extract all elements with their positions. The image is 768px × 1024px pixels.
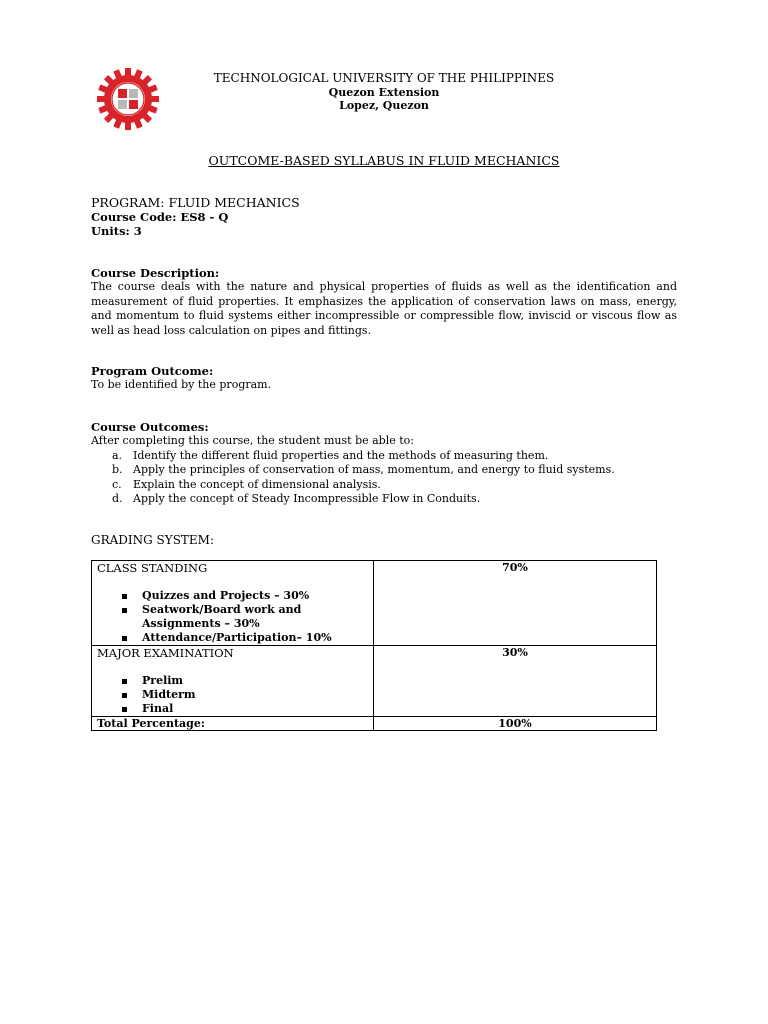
list-item: Attendance/Participation– 10% — [97, 631, 368, 645]
program-line: PROGRAM: FLUID MECHANICS — [91, 195, 300, 210]
class-standing-percent: 70% — [374, 561, 657, 646]
list-item: a. Identify the different fluid properties and the methods of measuring them. — [112, 448, 549, 462]
course-outcomes-section — [91, 420, 677, 507]
course-units: Units: 3 — [91, 224, 142, 238]
program-outcome-section — [91, 364, 677, 393]
list-item: d. Apply the concept of Steady Incompressible Flow in Conduits. — [112, 492, 481, 505]
table-row — [92, 646, 657, 717]
campus-location: Lopez, Quezon — [339, 99, 429, 112]
list-item: Midterm — [97, 688, 368, 702]
list-item: Seatwork/Board work and Assignments – 30% — [97, 603, 368, 631]
total-percentage-value: 100% — [374, 717, 657, 731]
table-row — [92, 561, 657, 646]
major-exam-percent: 30% — [374, 646, 657, 717]
course-outcomes-list — [91, 449, 677, 507]
list-item: Final — [97, 702, 368, 716]
course-description-heading: Course Description: — [91, 266, 220, 280]
course-description-section — [91, 266, 677, 338]
program-outcome-text: To be identified by the program. — [91, 378, 272, 391]
class-standing-cell — [92, 561, 374, 646]
list-item: b. Apply the principles of conservation of mass, momentum, and energy to fluid systems. — [112, 463, 615, 476]
grading-system-heading: GRADING SYSTEM: — [91, 533, 215, 547]
table-row — [92, 717, 657, 731]
grading-table — [91, 560, 657, 731]
course-outcomes-heading: Course Outcomes: — [91, 420, 209, 434]
course-outcomes-intro: After completing this course, the student must be able to: — [91, 434, 415, 447]
university-name: TECHNOLOGICAL UNIVERSITY OF THE PHILIPPINES — [213, 71, 555, 85]
list-item: Prelim — [97, 674, 368, 688]
major-exam-items — [97, 674, 368, 716]
course-description-text: The course deals with the nature and physical properties of fluids as well as the identification and measurement of fluid properties. It emphasizes the application of conservation laws on mass, energy, and momentum to fluid systems either incompressible or compressible flow, inviscid or viscous flow as well as head loss calculation on pipes and fittings. — [91, 280, 677, 337]
document-title: OUTCOME-BASED SYLLABUS IN FLUID MECHANICS — [208, 153, 560, 168]
program-info — [91, 196, 677, 238]
class-standing-items — [97, 589, 368, 645]
class-standing-label: CLASS STANDING — [97, 561, 208, 575]
total-percentage-label: Total Percentage: — [92, 717, 374, 731]
campus-extension: Quezon Extension — [328, 86, 440, 99]
major-exam-cell — [92, 646, 374, 717]
program-outcome-heading: Program Outcome: — [91, 364, 214, 378]
course-code: Course Code: ES8 - Q — [91, 210, 229, 224]
major-exam-label: MAJOR EXAMINATION — [97, 646, 234, 660]
list-item: c. Explain the concept of dimensional analysis. — [112, 477, 381, 491]
list-item: Quizzes and Projects – 30% — [97, 589, 368, 603]
